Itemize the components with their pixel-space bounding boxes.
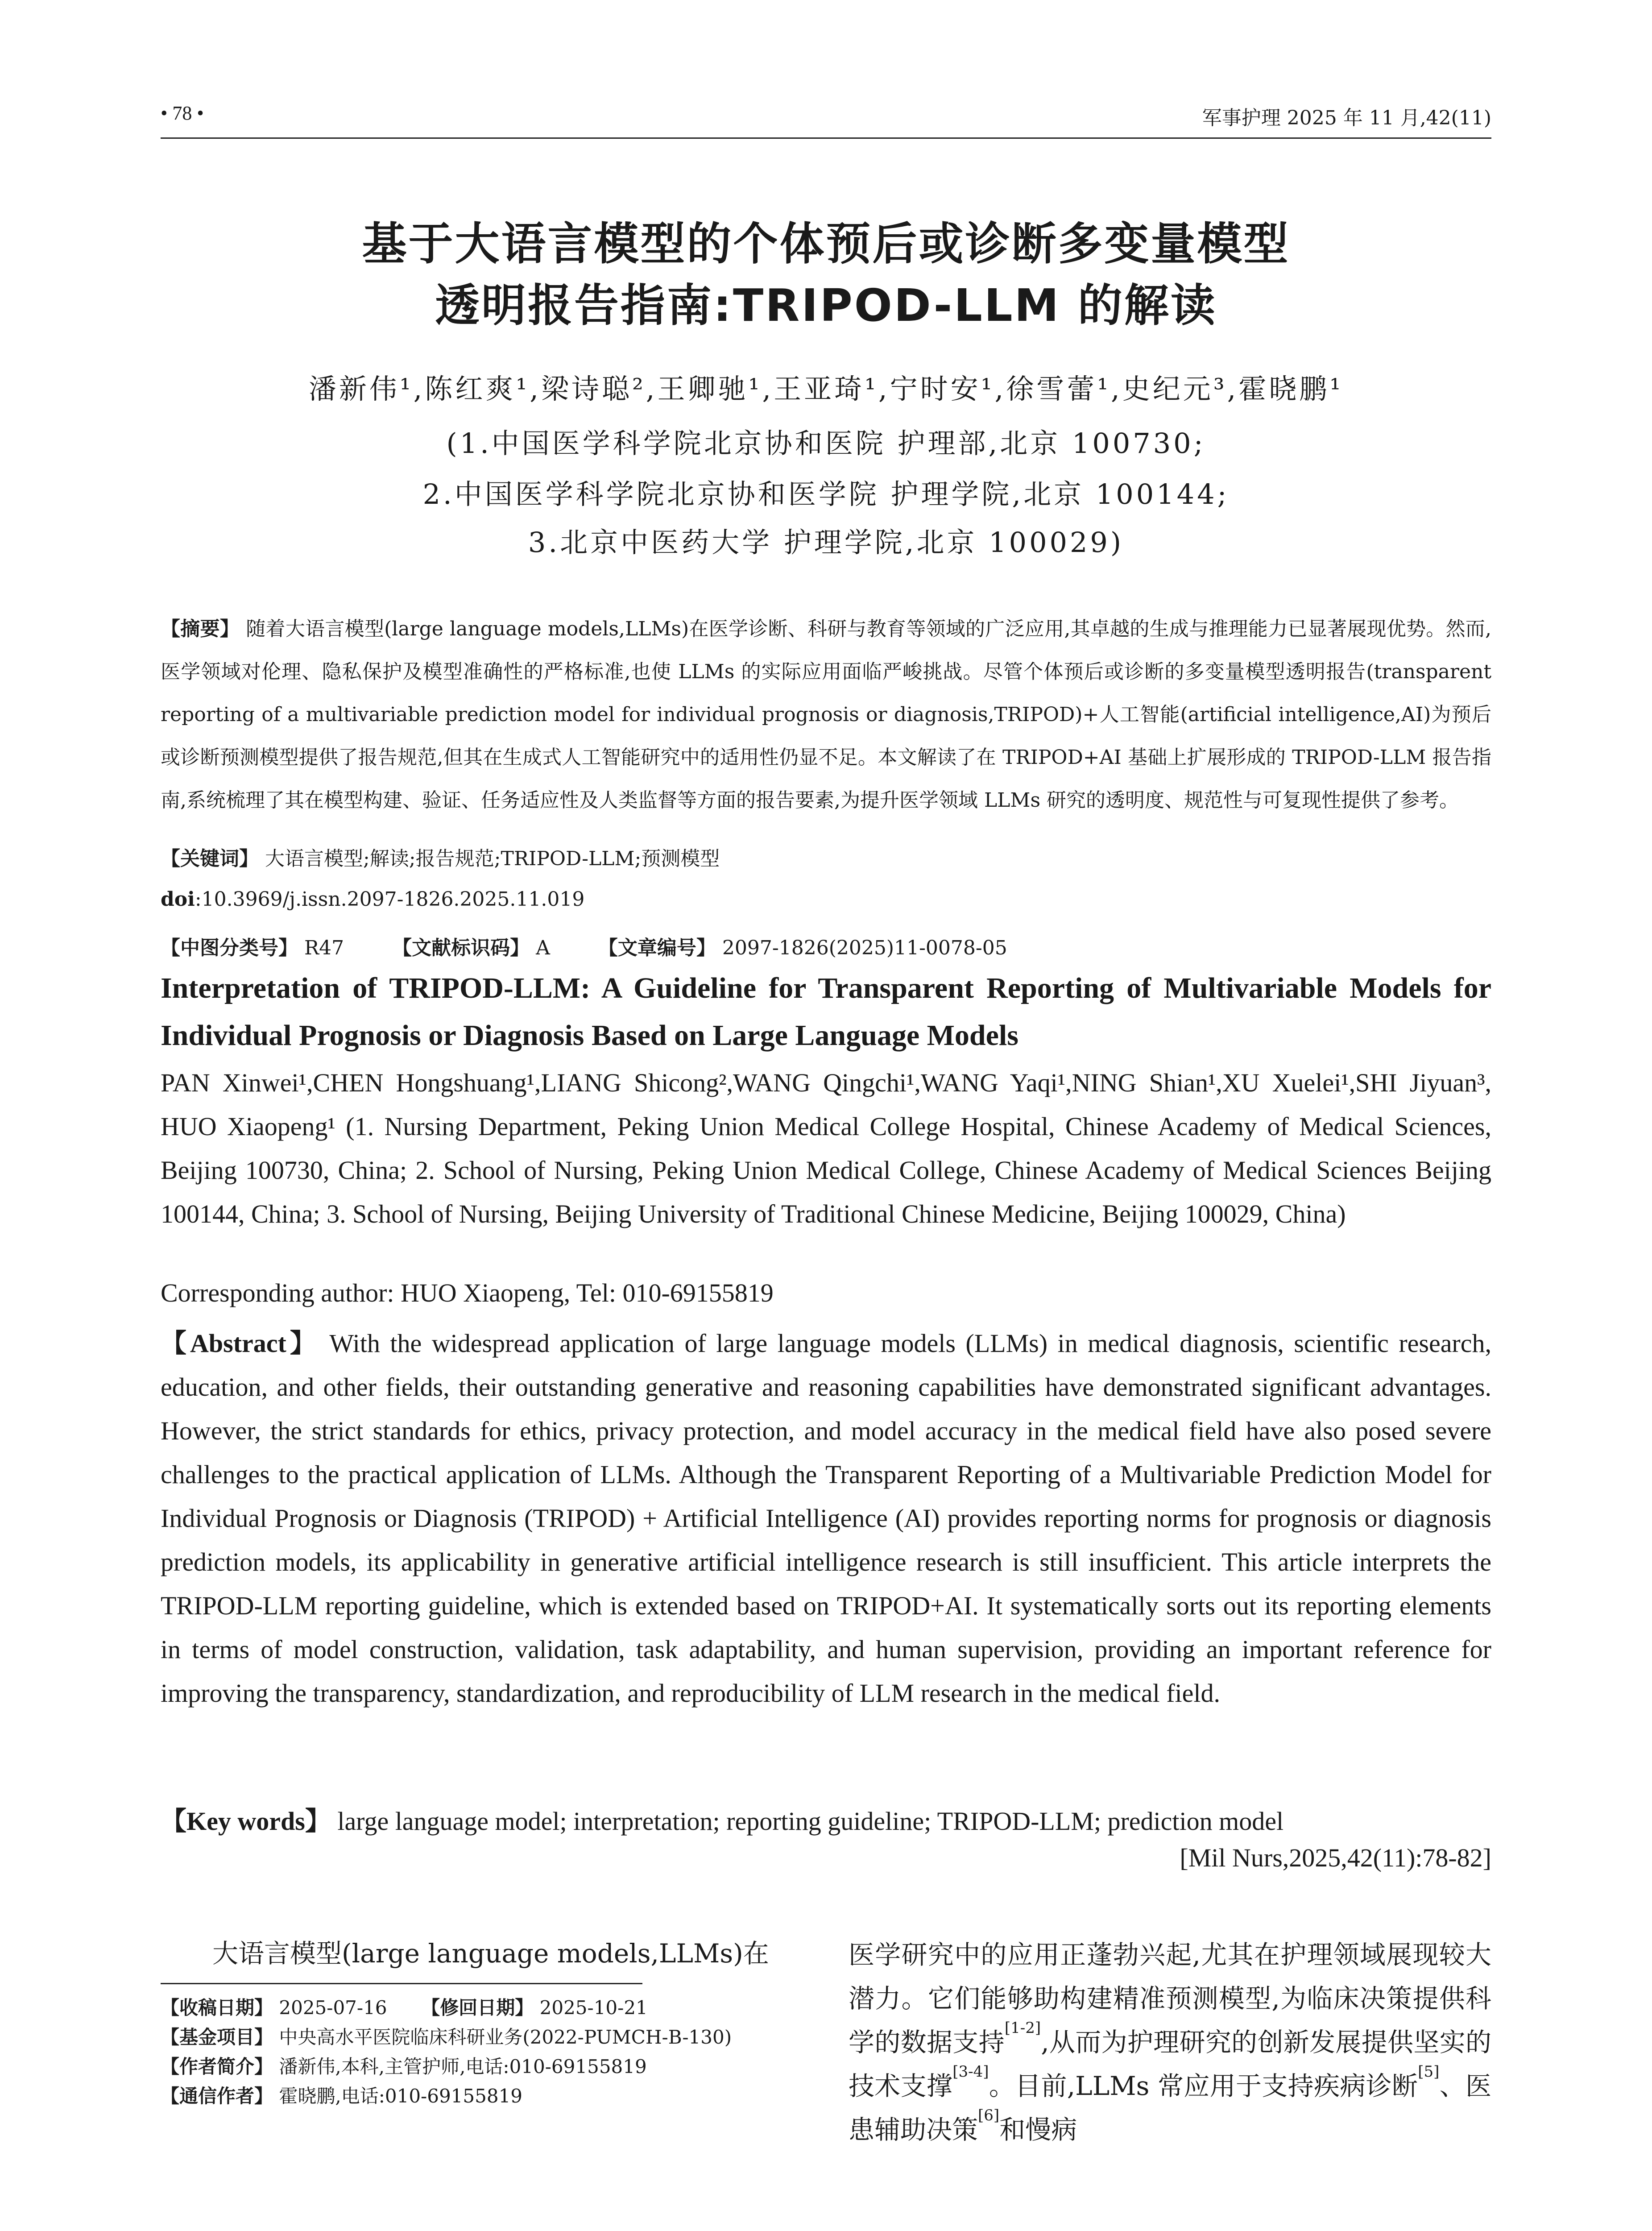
- body-right-part-5: 和慢病: [999, 2115, 1077, 2145]
- authors-cn: 潘新伟¹,陈红爽¹,梁诗聪²,王卿驰¹,王亚琦¹,宁时安¹,徐雪蕾¹,史纪元³,霍晓鹏¹: [308, 373, 1344, 405]
- journal-issue: 军事护理 2025 年 11 月,42(11): [1202, 107, 1491, 129]
- article-number-label: 【文章编号】: [598, 937, 716, 959]
- clc-label: 【中图分类号】: [161, 937, 298, 959]
- doc-code-value: A: [536, 937, 550, 959]
- footnote-author: [161, 2053, 803, 2081]
- abstract-cn: [161, 608, 1491, 822]
- keywords-cn: [161, 842, 1491, 871]
- body-right-part-1: 医学研究中的应用正蓬勃兴起,尤其在护理领域展现较大潜力。它们能够助构建精准预测模型,为临床决策提供科学的数据支持: [849, 1940, 1491, 2057]
- body-right-part-2: ,从而为护理研究的创新发展提供坚实的技术支撑: [849, 2027, 1491, 2101]
- footnote-corresponding: [161, 2082, 803, 2110]
- reference-3-4[interactable]: [3-4]: [952, 2063, 989, 2081]
- abstract-en: [161, 1322, 1491, 1715]
- header-rule: [161, 137, 1491, 139]
- body-text-right: [849, 1933, 1491, 2152]
- abstract-cn-text: 随着大语言模型(large language models,LLMs)在医学诊断、科研与教育等领域的广泛应用,其卓越的生成与推理能力已显著展现优势。然而,医学领域对伦理、隐私保护及模型准确性的严格标准,也使 LLMs 的实际应用面临严峻挑战。尽管个体预后或诊断的多变量模型透明报告(transparent reporting of a multivariable prediction model for individual prognosis or diagnosis,TRIPOD)+人工智能(artificial intelligence,AI)为预后或诊断预测模型提供了报告规范,但其在生成式人工智能研究中的适用性仍显不足。本文解读了在 TRIPOD+AI 基础上扩展形成的 TRIPOD-LLM 报告指南,系统梳理了其在模型构建、验证、任务适应性及人类监督等方面的报告要素,为提升医学领域 LLMs 研究的透明度、规范性与可复现性提供了参考。: [161, 618, 1492, 812]
- body-right-part-3: 。目前,LLMs 常应用于支持疾病诊断: [989, 2071, 1418, 2101]
- keywords-en: [161, 1800, 1491, 1837]
- doi-value: :10.3969/j.issn.2097-1826.2025.11.019: [195, 888, 585, 911]
- authors-affiliations-en: PAN Xinwei¹,CHEN Hongshuang¹,LIANG Shicong²,WANG Qingchi¹,WANG Yaqi¹,NING Shian¹,XU Xuelei¹,SHI Jiyuan³, HUO Xiaopeng¹ (1. Nursing Department, Peking Union Medical College Hospital, Chinese Academy of Medical Sciences, Beijing 100730, China; 2. School of Nursing, Peking Union Medical College, Chinese Academy of Medical Sciences Beijing 100144, China; 3. School of Nursing, Beijing University of Traditional Chinese Medicine, Beijing 100029, China): [161, 1068, 1491, 1228]
- doc-code-label: 【文献标识码】: [392, 937, 530, 959]
- keywords-en-label: 【Key words】: [161, 1807, 331, 1836]
- abstract-cn-label: 【摘要】: [161, 618, 240, 640]
- title-cn-line-1: 基于大语言模型的个体预后或诊断多变量模型: [362, 218, 1290, 270]
- revised-value: 2025-10-21: [539, 1997, 648, 2019]
- left-column: [161, 1932, 803, 2112]
- corresponding-author-en: Corresponding author: HUO Xiaopeng, Tel: 010-69155819: [161, 1278, 774, 1307]
- reference-6[interactable]: [6]: [978, 2107, 1000, 2124]
- keywords-cn-label: 【关键词】: [161, 847, 259, 870]
- fund-value: 中央高水平医院临床科研业务(2022-PUMCH-B-130): [279, 2026, 732, 2048]
- reference-5[interactable]: [5]: [1418, 2063, 1440, 2081]
- revised-label: 【修回日期】: [421, 1997, 534, 2019]
- keywords-cn-text: 大语言模型;解读;报告规范;TRIPOD-LLM;预测模型: [265, 847, 720, 870]
- author-bio-label: 【作者简介】: [161, 2056, 273, 2078]
- affiliation-cn-3: 3.北京中医药大学 护理学院,北京 100029): [528, 526, 1124, 559]
- doi-label: doi: [161, 888, 195, 911]
- right-column: [849, 1933, 1491, 2152]
- reference-1-2[interactable]: [1-2]: [1004, 2019, 1041, 2037]
- footnotes: [161, 1994, 803, 2110]
- keywords-en-text: large language model; interpretation; reporting guideline; TRIPOD-LLM; prediction model: [337, 1807, 1284, 1836]
- corresponding-label: 【通信作者】: [161, 2085, 273, 2107]
- received-label: 【收稿日期】: [161, 1997, 273, 2019]
- abstract-en-text: With the widespread application of large language models (LLMs) in medical diagnosis, scientific research, education, and other fields, their outstanding generative and reasoning capabilities have demonstrated significant advantages. However, the strict standards for ethics, privacy protection, and model accuracy in the medical field have also posed severe challenges to the practical application of LLMs. Although the Transparent Reporting of a Multivariable Prediction Model for Individual Prognosis or Diagnosis (TRIPOD) + Artificial Intelligence (AI) provides reporting norms for prognosis or diagnosis prediction models, its applicability in generative artificial intelligence research is still insufficient. This article interprets the TRIPOD-LLM reporting guideline, which is extended based on TRIPOD+AI. It systematically sorts out its reporting elements in terms of model construction, validation, task adaptability, and human supervision, providing an important reference for improving the transparency, standardization, and reproducibility of LLM research in the medical field.: [161, 1329, 1491, 1708]
- title-en: Interpretation of TRIPOD-LLM: A Guideline for Transparent Reporting of Multivariable Models for Individual Prognosis or Diagnosis Based on Large Language Models: [161, 972, 1491, 1052]
- fund-label: 【基金项目】: [161, 2026, 273, 2048]
- page-number: • 78 •: [161, 102, 204, 124]
- footnote-fund: [161, 2024, 803, 2051]
- footnote-dates: [161, 1994, 803, 2022]
- author-bio-value: 潘新伟,本科,主管护师,电话:010-69155819: [279, 2056, 647, 2078]
- citation: [Mil Nurs,2025,42(11):78-82]: [1180, 1843, 1491, 1872]
- body-right-part-4: 、医患辅助决策: [849, 2071, 1491, 2145]
- received-value: 2025-07-16: [279, 1997, 387, 2019]
- affiliation-cn-2: 2.中国医学科学院北京协和医学院 护理学院,北京 100144;: [422, 478, 1230, 510]
- abstract-en-label: 【Abstract】: [161, 1329, 319, 1358]
- doi-line: [161, 888, 1491, 911]
- article-number-value: 2097-1826(2025)11-0078-05: [722, 937, 1007, 959]
- corresponding-value: 霍晓鹏,电话:010-69155819: [279, 2085, 523, 2107]
- clc-value: R47: [304, 937, 344, 959]
- body-text-left: 大语言模型(large language models,LLMs)在: [212, 1938, 769, 1969]
- affiliation-cn-1: (1.中国医学科学院北京协和医院 护理部,北京 100730;: [446, 427, 1206, 460]
- footnote-rule: [161, 1983, 642, 1984]
- classification-line: [161, 932, 1491, 960]
- title-cn-line-2: 透明报告指南:TRIPOD-LLM 的解读: [435, 279, 1217, 332]
